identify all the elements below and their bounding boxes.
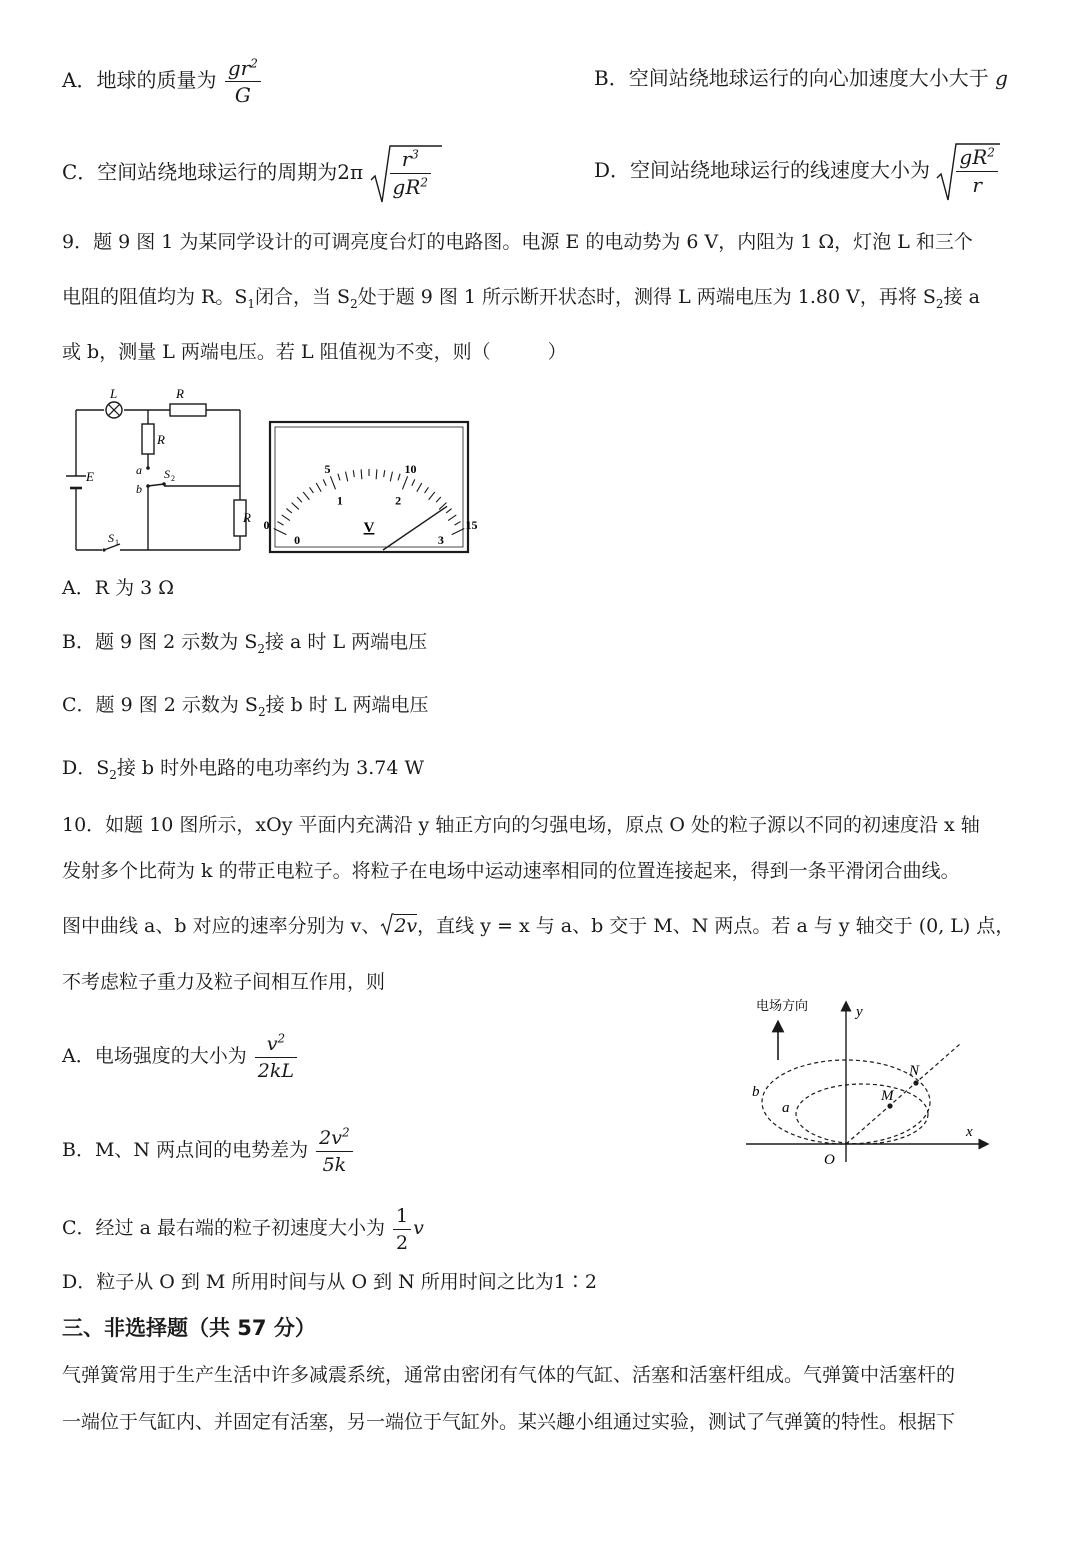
- label-b: b: [752, 1084, 760, 1100]
- q9-option-a: A．R 为 3 Ω: [62, 577, 174, 599]
- lamp-icon: [106, 402, 122, 418]
- label-a: a: [136, 463, 142, 477]
- q8-option-b: B．空间站绕地球运行的向心加速度大小大于 g: [594, 66, 1008, 90]
- label-S1: S: [108, 531, 114, 545]
- q10-option-a: A．电场强度的大小为 $\frac{v^2}{2kL}$: [62, 1024, 299, 1088]
- meter-tick: [361, 469, 362, 479]
- meter-lower-label: 0: [294, 532, 301, 547]
- q8-option-c: C．空间站绕地球运行的周期为2π $\frac{r^3}{gR^2}$: [62, 140, 442, 204]
- battery-icon: [66, 476, 86, 488]
- q10-option-c: C．经过 a 最右端的粒子初速度大小为 $\frac{1}{2}$ v: [62, 1204, 424, 1254]
- q9-option-d: D．$S_2$接 b 时外电路的电功率约为 3.74 W: [62, 757, 425, 782]
- point-N: [913, 1080, 918, 1085]
- q8-option-d: D．空间站绕地球运行的线速度大小为 $\frac{gR^2}{r}$: [594, 138, 1000, 202]
- q9-voltmeter: [263, 420, 478, 554]
- label-S1-sub: 1: [115, 538, 119, 547]
- q10-stem-line2: 发射多个比荷为 k 的带正电粒子。将粒子在电场中运动速率相同的位置连接起来，得到一条平滑闭合曲线。: [62, 860, 960, 882]
- resistor-middle-icon: [142, 424, 154, 454]
- q9-option-c: C．题 9 图 2 示数为 $S_2$接 b 时 L 两端电压: [62, 694, 429, 719]
- meter-lower-label: 2: [395, 493, 402, 508]
- meter-upper-label: 5: [324, 461, 331, 476]
- q9-stem-line1: 9．题 9 图 1 为某同学设计的可调亮度台灯的电路图。电源 E 的电动势为 6 V，内阻为 1 Ω，灯泡 L 和三个: [62, 231, 973, 253]
- q10-option-d: D．粒子从 O 到 M 所用时间与从 O 到 N 所用时间之比为1∶2: [62, 1271, 597, 1293]
- label-R-mid: R: [157, 432, 165, 447]
- label-R-top: R: [176, 386, 184, 401]
- label-R-right: R: [243, 510, 251, 525]
- q9-stem-line2: 电阻的阻值均为 R。$S_1$闭合，当 $S_2$处于题 9 图 1 所示断开状态时，测得 L 两端电压为 1.80 V，再将 $S_2$接 a: [62, 286, 980, 311]
- sqrt-symbol: [380, 912, 394, 936]
- meter-upper-label: 0: [263, 518, 270, 533]
- label-a: a: [782, 1100, 790, 1116]
- q9-circuit-diagram: [64, 382, 254, 558]
- label-L: L: [110, 386, 118, 401]
- curve-a: [796, 1084, 928, 1144]
- section3-paragraph-line2: 一端位于气缸内、并固定有活塞，另一端位于气缸外。某兴趣小组通过实验，测试了气弹簧的特性。根据下: [62, 1411, 956, 1433]
- point-M: [887, 1103, 892, 1108]
- label-b: b: [136, 482, 142, 496]
- q9-option-b: B．题 9 图 2 示数为 $S_2$接 a 时 L 两端电压: [62, 631, 428, 656]
- line-y-equals-x: [846, 1044, 960, 1144]
- q10-field-diagram: [744, 992, 994, 1172]
- label-M: M: [881, 1088, 894, 1104]
- meter-lower-label: 3: [437, 532, 444, 547]
- label-S2: S: [164, 467, 170, 481]
- q10-stem-line4: 不考虑粒子重力及粒子间相互作用，则: [62, 971, 386, 993]
- meter-tick: [376, 469, 377, 479]
- q8-option-a: [62, 50, 263, 110]
- section3-paragraph-line1: 气弹簧常用于生产生活中许多减震系统，通常由密闭有气体的气缸、活塞和活塞杆组成。气弹簧中活塞杆的: [62, 1364, 956, 1386]
- q9-stem-line3: 或 b，测量 L 两端电压。若 L 阻值视为不变，则（ ）: [62, 341, 567, 363]
- resistor-top-icon: [170, 404, 206, 416]
- x-axis-label: x: [966, 1124, 973, 1140]
- y-axis-label: y: [856, 1004, 863, 1020]
- q10-option-b: B．M、N 两点间的电势差为 $\frac{2v^2}{5k}$: [62, 1118, 355, 1182]
- meter-lower-label: 1: [336, 493, 343, 508]
- meter-upper-label: 10: [404, 461, 417, 476]
- q8-option-a-fraction: $\frac{gr^2}{G}$: [225, 55, 261, 108]
- label-E: E: [86, 469, 94, 484]
- label-S2-sub: 2: [171, 474, 175, 483]
- q10-stem-line3: 图中曲线 a、b 对应的速率分别为 v、 2v，直线 y = x 与 a、b 交于 M、N 两点。若 a 与 y 轴交于 (0, L) 点，: [62, 912, 1014, 940]
- origin-label: O: [824, 1152, 835, 1168]
- meter-unit-label: V: [363, 520, 375, 536]
- section3-heading: 三、非选择题（共 57 分）: [62, 1316, 316, 1340]
- label-N: N: [909, 1063, 920, 1079]
- sqrt-symbol-d: $\frac{gR^2}{r}$: [936, 140, 1000, 204]
- q10-stem-line1: 10．如题 10 图所示，xOy 平面内充满沿 y 轴正方向的匀强电场，原点 O 处的粒子源以不同的初速度沿 x 轴: [62, 814, 980, 836]
- meter-upper-label: 15: [465, 518, 478, 533]
- q8-option-a-label: A．地球的质量为: [62, 68, 217, 92]
- field-direction-label: 电场方向: [756, 998, 809, 1013]
- sqrt-symbol-c: $\frac{r^3}{gR^2}$: [370, 142, 442, 206]
